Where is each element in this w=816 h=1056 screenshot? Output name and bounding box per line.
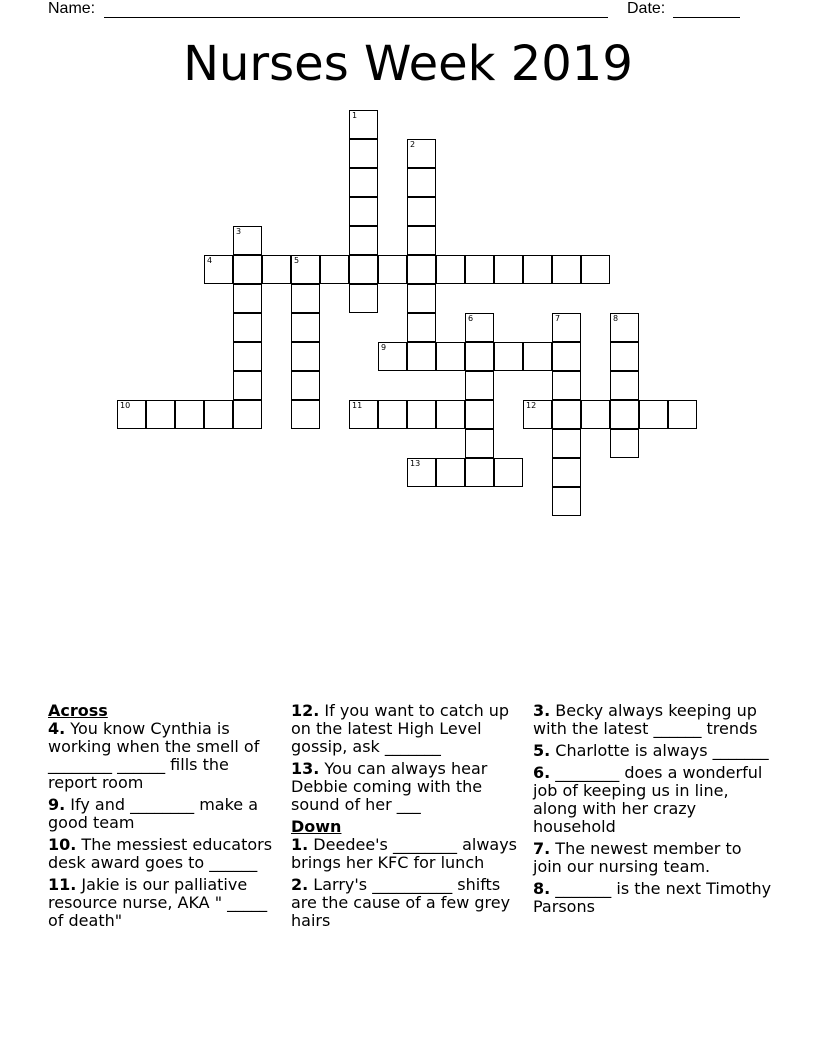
grid-cell[interactable] (465, 371, 494, 400)
grid-cell[interactable] (581, 255, 610, 284)
clue-item-text: ________ does a wonderful job of keeping us in line, along with her crazy household (533, 763, 763, 836)
clue-item (533, 880, 773, 916)
grid-cell[interactable] (233, 313, 262, 342)
clue-item (533, 702, 773, 738)
clues-column-2 (291, 702, 523, 934)
grid-cell[interactable] (436, 458, 465, 487)
grid-cell[interactable] (552, 342, 581, 371)
clue-item-number: 6. (533, 763, 551, 782)
grid-cell[interactable] (494, 255, 523, 284)
clue-item-number: 12. (291, 701, 320, 720)
grid-cell[interactable] (378, 342, 407, 371)
grid-cell[interactable] (552, 487, 581, 516)
grid-cell[interactable] (320, 255, 349, 284)
grid-cell[interactable] (465, 458, 494, 487)
clue-item-number: 9. (48, 795, 66, 814)
clue-number: 11 (352, 401, 363, 410)
grid-cell[interactable] (349, 255, 378, 284)
grid-cell[interactable] (407, 342, 436, 371)
grid-cell[interactable] (291, 342, 320, 371)
name-label: Name: (48, 0, 96, 17)
down-heading: Down (291, 817, 342, 836)
clue-item-text: Larry's __________ shifts are the cause of a few grey hairs (291, 875, 511, 930)
grid-cell[interactable] (349, 197, 378, 226)
clue-item (533, 840, 773, 876)
grid-cell[interactable] (291, 371, 320, 400)
grid-cell[interactable] (349, 139, 378, 168)
clue-item-text: If you want to catch up on the latest High Level gossip, ask _______ (291, 701, 510, 756)
clue-number: 10 (120, 401, 131, 410)
clue-number: 8 (613, 314, 619, 323)
clue-item-number: 4. (48, 719, 66, 738)
grid-cell[interactable] (204, 400, 233, 429)
clue-item-number: 3. (533, 701, 551, 720)
clue-number: 1 (352, 111, 358, 120)
clue-item (48, 796, 278, 832)
grid-cell[interactable] (639, 400, 668, 429)
grid-cell[interactable] (117, 400, 146, 429)
grid-cell[interactable] (407, 197, 436, 226)
grid-cell[interactable] (349, 226, 378, 255)
grid-cell[interactable] (349, 110, 378, 139)
grid-cell[interactable] (407, 400, 436, 429)
grid-cell[interactable] (494, 342, 523, 371)
across-clue-list (48, 720, 278, 930)
clue-item (48, 720, 278, 792)
clue-number: 5 (294, 256, 300, 265)
clue-item (48, 836, 278, 872)
grid-cell[interactable] (407, 168, 436, 197)
grid-cell[interactable] (523, 342, 552, 371)
grid-cell[interactable] (407, 226, 436, 255)
clue-item-text: The messiest educators desk award goes to ______ (48, 835, 273, 872)
clue-number: 4 (207, 256, 213, 265)
clue-item-text: Becky always keeping up with the latest ______ trends (533, 701, 758, 738)
down-clue-list (291, 836, 523, 930)
clue-item-text: Deedee's ________ always brings her KFC for lunch (291, 835, 518, 872)
clue-item (533, 742, 773, 760)
grid-cell[interactable] (668, 400, 697, 429)
grid-cell[interactable] (436, 400, 465, 429)
clue-number: 13 (410, 459, 421, 468)
clue-item-number: 5. (533, 741, 551, 760)
clue-item-text: Charlotte is always _______ (550, 741, 769, 760)
grid-cell[interactable] (552, 400, 581, 429)
date-label: Date: (627, 0, 666, 17)
grid-cell[interactable] (378, 255, 407, 284)
grid-cell[interactable] (465, 313, 494, 342)
clue-item-text: You know Cynthia is working when the smell of ________ ______ fills the report room (48, 719, 260, 792)
grid-cell[interactable] (349, 284, 378, 313)
grid-cell[interactable] (465, 342, 494, 371)
across-clue-list-continued (291, 702, 523, 814)
clue-number: 2 (410, 140, 416, 149)
grid-cell[interactable] (436, 255, 465, 284)
clue-number: 12 (526, 401, 537, 410)
grid-cell[interactable] (407, 139, 436, 168)
clue-item (533, 764, 773, 836)
grid-cell[interactable] (233, 226, 262, 255)
grid-cell[interactable] (523, 400, 552, 429)
grid-cell[interactable] (436, 342, 465, 371)
grid-cell[interactable] (407, 255, 436, 284)
grid-cell[interactable] (146, 400, 175, 429)
grid-cell[interactable] (407, 284, 436, 313)
clue-item (291, 836, 523, 872)
grid-cell[interactable] (378, 400, 407, 429)
clue-number: 6 (468, 314, 474, 323)
clue-item-number: 11. (48, 875, 77, 894)
clue-item-number: 7. (533, 839, 551, 858)
grid-cell[interactable] (465, 400, 494, 429)
grid-cell[interactable] (233, 400, 262, 429)
clues-column-3 (533, 702, 773, 920)
grid-cell[interactable] (291, 400, 320, 429)
clue-item-text: Ify and ________ make a good team (48, 795, 259, 832)
across-heading: Across (48, 701, 108, 720)
grid-cell[interactable] (465, 255, 494, 284)
grid-cell[interactable] (552, 371, 581, 400)
grid-cell[interactable] (175, 400, 204, 429)
grid-cell[interactable] (349, 400, 378, 429)
grid-cell[interactable] (610, 371, 639, 400)
page-title: Nurses Week 2019 (183, 36, 633, 92)
clue-item-text: _______ is the next Timothy Parsons (533, 879, 772, 916)
grid-cell[interactable] (233, 371, 262, 400)
grid-cell[interactable] (291, 313, 320, 342)
grid-cell[interactable] (291, 284, 320, 313)
clue-item-number: 13. (291, 759, 320, 778)
grid-cell[interactable] (610, 400, 639, 429)
grid-cell[interactable] (610, 429, 639, 458)
grid-cell[interactable] (610, 342, 639, 371)
grid-cell[interactable] (233, 284, 262, 313)
grid-cell[interactable] (233, 255, 262, 284)
clue-item-number: 1. (291, 835, 309, 854)
clue-item (48, 876, 278, 930)
grid-cell[interactable] (581, 400, 610, 429)
clue-item-text: The newest member to join our nursing team. (533, 839, 742, 876)
grid-cell[interactable] (262, 255, 291, 284)
down-clue-list-continued (533, 702, 773, 916)
grid-cell[interactable] (407, 458, 436, 487)
grid-cell[interactable] (349, 168, 378, 197)
grid-cell[interactable] (523, 255, 552, 284)
clue-item (291, 760, 523, 814)
clue-number: 3 (236, 227, 242, 236)
grid-cell[interactable] (552, 255, 581, 284)
clue-item-number: 10. (48, 835, 77, 854)
grid-cell[interactable] (465, 429, 494, 458)
grid-cell[interactable] (494, 458, 523, 487)
clue-number: 9 (381, 343, 387, 352)
clues-column-1 (48, 702, 278, 934)
grid-cell[interactable] (233, 342, 262, 371)
grid-cell[interactable] (204, 255, 233, 284)
clue-item (291, 876, 523, 930)
grid-cell[interactable] (552, 429, 581, 458)
grid-cell[interactable] (610, 313, 639, 342)
clue-number: 7 (555, 314, 561, 323)
clue-item-text: You can always hear Debbie coming with the sound of her ___ (291, 759, 488, 814)
grid-cell[interactable] (552, 313, 581, 342)
clue-item-number: 8. (533, 879, 551, 898)
grid-cell[interactable] (291, 255, 320, 284)
grid-cell[interactable] (407, 313, 436, 342)
clue-item (291, 702, 523, 756)
grid-cell[interactable] (552, 458, 581, 487)
clue-item-number: 2. (291, 875, 309, 894)
clue-item-text: Jakie is our palliative resource nurse, AKA " _____ of death" (48, 875, 268, 930)
